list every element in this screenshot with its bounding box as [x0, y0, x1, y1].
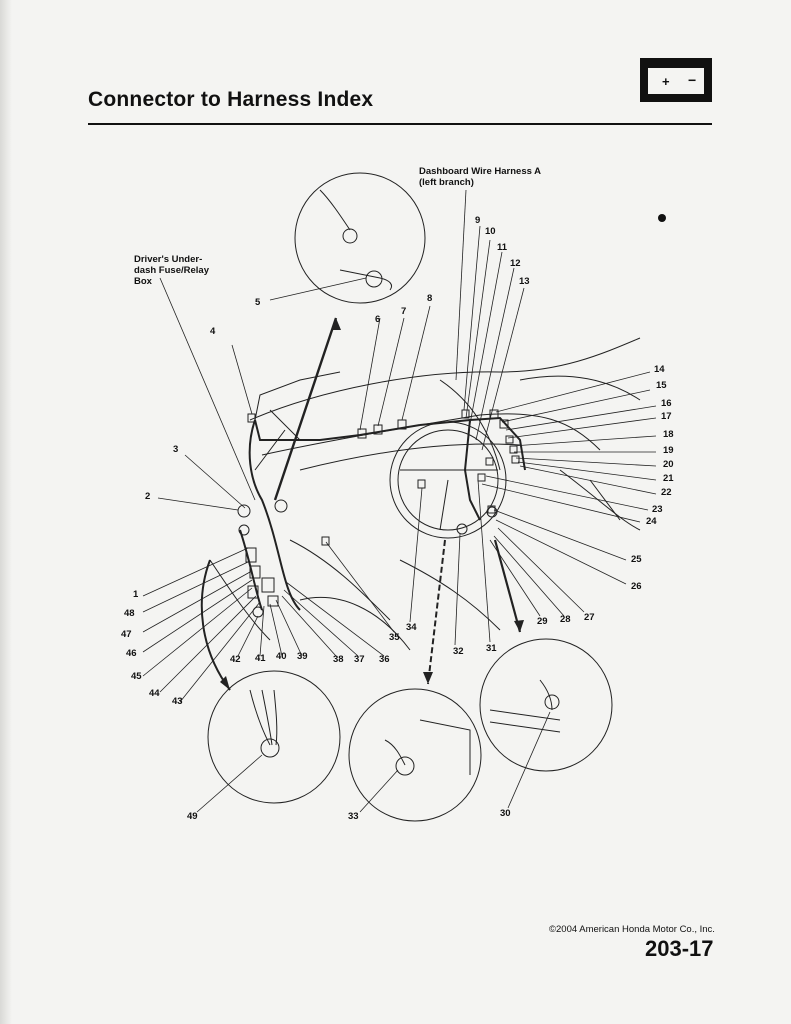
detail-circle-5	[295, 173, 425, 303]
callout-21: 21	[663, 473, 674, 484]
callout-27: 27	[584, 612, 595, 623]
battery-minus-sign: −	[688, 72, 697, 88]
callout-18: 18	[663, 429, 674, 440]
callout-25: 25	[631, 554, 642, 565]
dashboard-harness-label-line2: (left branch)	[419, 177, 474, 188]
callout-1: 1	[133, 589, 139, 600]
callout-26: 26	[631, 581, 642, 592]
callout-36: 36	[379, 654, 390, 665]
callout-15: 15	[656, 380, 667, 391]
callout-33: 33	[348, 811, 359, 822]
page-title: Connector to Harness Index	[88, 88, 374, 111]
callout-3: 3	[173, 444, 179, 455]
callout-8: 8	[427, 293, 433, 304]
callout-16: 16	[661, 398, 672, 409]
callout-14: 14	[654, 364, 665, 375]
callout-9: 9	[475, 215, 481, 226]
callout-24: 24	[646, 516, 657, 527]
callout-34: 34	[406, 622, 417, 633]
callout-29: 29	[537, 616, 548, 627]
callout-35: 35	[389, 632, 400, 643]
callout-13: 13	[519, 276, 530, 287]
callout-30: 30	[500, 808, 511, 819]
callout-38: 38	[333, 654, 344, 665]
callout-41: 41	[255, 653, 266, 664]
callout-2: 2	[145, 491, 151, 502]
callout-23: 23	[652, 504, 663, 515]
battery-plus-sign: +	[662, 74, 670, 89]
callout-22: 22	[661, 487, 672, 498]
callout-43: 43	[172, 696, 183, 707]
callout-4: 4	[210, 326, 216, 337]
callout-47: 47	[121, 629, 132, 640]
callout-11: 11	[497, 242, 508, 253]
callout-32: 32	[453, 646, 464, 657]
callout-39: 39	[297, 651, 308, 662]
callout-48: 48	[124, 608, 135, 619]
callout-44: 44	[149, 688, 160, 699]
callout-40: 40	[276, 651, 287, 662]
copyright-notice: ©2004 American Honda Motor Co., Inc.	[549, 924, 715, 935]
callout-6: 6	[375, 314, 381, 325]
fuse-box-label	[134, 254, 209, 287]
callout-19: 19	[663, 445, 674, 456]
callout-37: 37	[354, 654, 365, 665]
callout-10: 10	[485, 226, 496, 237]
fuse-box-label-line1: Driver's Under-	[134, 254, 203, 265]
callout-46: 46	[126, 648, 137, 659]
callout-7: 7	[401, 306, 407, 317]
callout-31: 31	[486, 643, 497, 654]
callout-20: 20	[663, 459, 674, 470]
callout-49: 49	[187, 811, 198, 822]
callout-45: 45	[131, 671, 142, 682]
detail-circle-33	[349, 689, 481, 821]
callout-12: 12	[510, 258, 521, 269]
callout-28: 28	[560, 614, 571, 625]
callout-42: 42	[230, 654, 241, 665]
fuse-box-label-line2: dash Fuse/Relay	[134, 265, 209, 276]
dashboard-harness-label	[419, 166, 541, 188]
page-number: 203-17	[645, 936, 714, 961]
dashboard-harness-label-line1: Dashboard Wire Harness A	[419, 166, 542, 177]
callout-5: 5	[255, 297, 261, 308]
fuse-box-label-line3: Box	[134, 276, 152, 287]
callout-17: 17	[661, 411, 672, 422]
